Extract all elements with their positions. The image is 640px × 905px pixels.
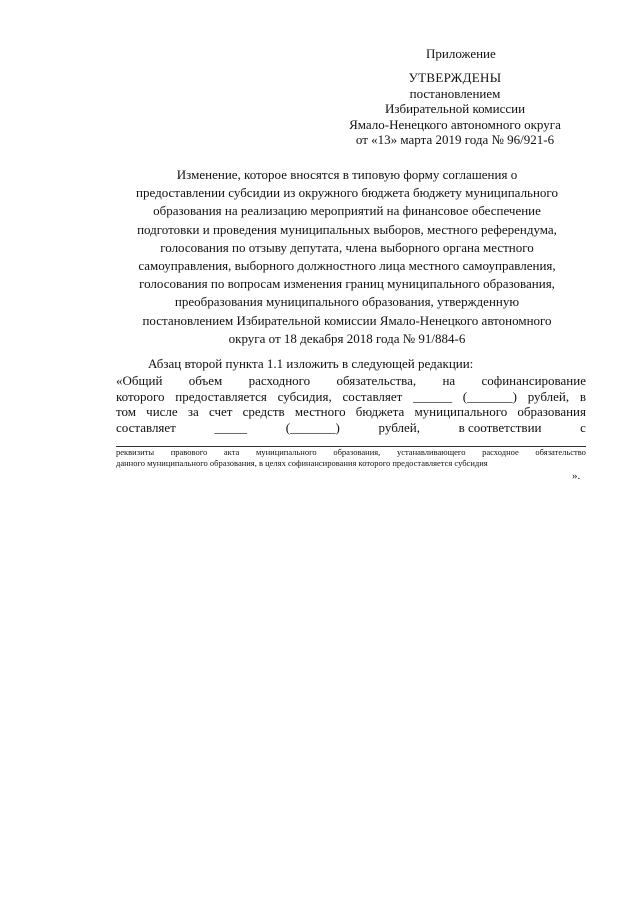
word: «Общий: [116, 373, 163, 388]
word: предоставляется: [175, 388, 267, 404]
word: числе: [146, 404, 178, 420]
word: за: [187, 404, 199, 420]
title-line: преобразования муниципального образования, утвержденную: [174, 294, 520, 310]
document-title: [112, 166, 582, 348]
title-line: голосования по отзыву депутата, члена выборного органа местного: [160, 239, 534, 255]
blank: _____: [214, 419, 248, 435]
word: составляет: [342, 388, 403, 404]
blank: (_______): [285, 419, 340, 435]
word: образования: [517, 404, 586, 420]
word: обязательства,: [336, 373, 417, 388]
approval-block: [330, 70, 580, 148]
quoted-line-4: [116, 420, 586, 436]
word: объем: [188, 373, 223, 388]
approval-line-5: от «13» марта 2019 года № 96/921-6: [355, 132, 555, 147]
word: на: [442, 373, 456, 388]
word: рублей,: [527, 388, 570, 404]
footnote-caption: [116, 447, 586, 469]
word: образования,: [333, 447, 381, 457]
word: муниципального: [255, 447, 317, 457]
word: рублей,: [378, 419, 420, 435]
word: реквизиты: [116, 447, 155, 457]
title-line: образования на реализацию мероприятий на финансовое обеспечение: [153, 203, 541, 219]
word: местного: [294, 404, 346, 420]
blank: (_______): [462, 388, 517, 404]
word: с: [580, 419, 586, 435]
word: расходное: [482, 447, 519, 457]
approval-line-4: Ямало-Ненецкого автономного округа: [349, 116, 561, 132]
closing-quote: ».: [572, 470, 581, 482]
word: составляет: [116, 419, 176, 435]
approved-heading: УТВЕРЖДЕНЫ: [408, 70, 502, 85]
appendix-label: Приложение: [426, 46, 496, 61]
word: правового: [170, 447, 208, 457]
title-line: подготовки и проведения муниципальных выборов, местного референдума,: [137, 221, 557, 237]
word: устанавливающего: [396, 447, 466, 457]
quoted-line-2: [116, 389, 586, 405]
word: в: [579, 388, 586, 404]
footnote-line-1: [116, 447, 586, 458]
title-line: предоставлении субсидии из окружного бюджета бюджету муниципального: [136, 185, 558, 201]
word: софинансирование: [481, 373, 586, 388]
title-line: самоуправления, выборного должностного лица местного самоуправления,: [138, 258, 556, 274]
word: в соответствии: [458, 419, 542, 435]
title-line: голосования по вопросам изменения границ муниципального образования,: [139, 276, 555, 292]
title-line: постановлением Избирательной комиссии Ямало-Ненецкого автономного: [142, 312, 552, 328]
title-line: округа от 18 декабря 2018 года № 91/884-6: [228, 330, 466, 346]
word: средств: [242, 404, 285, 420]
approval-line-3: Избирательной комиссии: [384, 101, 526, 116]
word: счет: [208, 404, 233, 420]
blank: ______: [413, 388, 453, 404]
word: бюджета: [355, 404, 405, 420]
word: акта: [223, 447, 240, 457]
quoted-text: [116, 373, 586, 435]
word: расходного: [248, 373, 311, 388]
title-line: Изменение, которое вносятся в типовую форму соглашения о: [176, 167, 518, 182]
word: которого: [116, 388, 165, 404]
word: обязательство: [535, 447, 586, 457]
approval-line-2: постановлением: [409, 85, 501, 101]
quoted-line-3: [116, 404, 586, 420]
footnote-line-2: данного муниципального образования, в целях софинансирования которого предоставляется субсидия: [116, 458, 488, 468]
amendment-paragraph: Абзац второй пункта 1.1 изложить в следующей редакции:: [148, 356, 474, 371]
word: том: [116, 404, 136, 420]
word: муниципального: [414, 404, 508, 420]
word: субсидия,: [277, 388, 332, 404]
quoted-line-1: [116, 373, 586, 389]
